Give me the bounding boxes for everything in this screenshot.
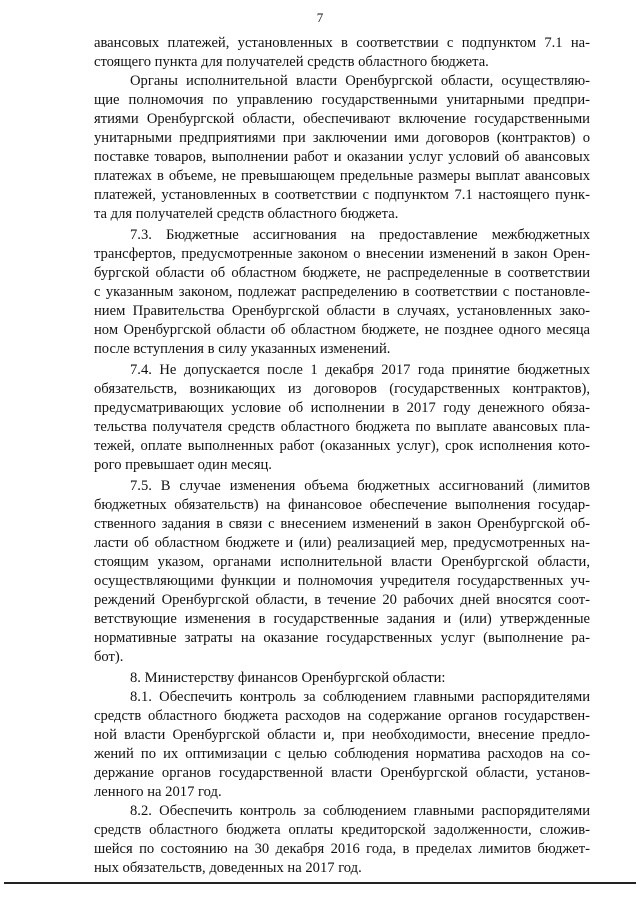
paragraph [94,34,590,72]
text-line: средств областного бюджета расходов на содержание органов государствен- [94,708,590,724]
text-line: ных обязательств, доведенных на 2017 год. [94,860,362,876]
text-line: щие полномочия по управлению государственными унитарными предпри- [94,92,590,108]
paragraph [94,72,590,224]
paragraph [94,361,590,475]
text-line: средств областного бюджета оплаты кредиторской задолженности, сложив- [94,822,590,838]
text-line: стоящего пункта для получателей средств областного бюджета. [94,54,489,70]
text-line: ленного на 2017 год. [94,784,222,800]
text-line: осуществляющими функции и полномочия учредителя государственных уч- [94,573,590,589]
text-line: обязательств, возникающих из договоров (государственных контрактов), [94,381,590,397]
text-line: тежей, оплате выполненных работ (оказанных услуг), срок исполнения кото- [94,438,590,454]
text-line: ной власти Оренбургской области и, при необходимости, внесение предло- [94,727,590,743]
text-line: стоящим указом, органами исполнительной власти Оренбургской области, [94,554,590,570]
text-line: 8. Министерству финансов Оренбургской области: [130,670,446,686]
text-line: ласти об областном бюджете и (или) реализацией мер, предусмотренных на- [94,535,590,551]
page-number: 7 [316,10,324,25]
document-body [94,34,590,878]
text-line: держание органов государственной власти Оренбургской области, установ- [94,765,590,781]
text-line: ственного задания в связи с внесением изменений в закон Оренбургской об- [94,516,590,532]
text-line: шейся по состоянию на 30 декабря 2016 года, в пределах лимитов бюджет- [94,841,590,857]
text-line: жений по их оптимизации с целью соблюдения норматива расходов на со- [94,746,590,762]
text-line: авансовых платежей, установленных в соответствии с подпунктом 7.1 на- [94,35,590,51]
text-line: бургской области об областном бюджете, не распределенные в соответствии [94,265,590,281]
text-line: нормативные затраты на оказание государственных услуг (выполнение ра- [94,630,590,646]
text-line: бот). [94,649,124,665]
text-line: реждений Оренбургской области, в течение 20 рабочих дней вносятся соот- [94,592,590,608]
paragraph [94,477,590,667]
text-line: ном Оренбургской области об областном бюджете, не позднее одного месяца [94,322,590,338]
text-line: ятиями Оренбургской области, обеспечивают включение государственными [94,111,590,127]
text-line: после вступления в силу указанных изменений. [94,341,391,357]
text-line: 7.5. В случае изменения объема бюджетных ассигнований (лимитов [130,478,590,494]
text-line: трансфертов, предусмотренные законом о внесении изменений в закон Орен- [94,246,590,262]
bottom-border-line [4,882,636,884]
text-line: та для получателей средств областного бюджета. [94,206,399,222]
paragraph [94,669,590,688]
text-line: тельства получателя средств областного бюджета по выплате авансовых пла- [94,419,590,435]
paragraph [94,226,590,359]
text-line: ветствующие изменения в государственные задания и (или) утвержденные [94,611,590,627]
text-line: 7.3. Бюджетные ассигнования на предоставление межбюджетных [130,227,590,243]
text-line: предусматривающих условие об исполнении в 2017 году денежного обяза- [94,400,590,416]
text-line: бюджетных обязательств) на финансовое обеспечение выполнения государ- [94,497,590,513]
paragraph [94,802,590,878]
text-line: 8.1. Обеспечить контроль за соблюдением главными распорядителями [130,689,590,705]
text-line: поставке товаров, выполнении работ и оказании услуг условий об авансовых [94,149,590,165]
paragraph [94,688,590,802]
text-line: нием Правительства Оренбургской области в случаях, установленных зако- [94,303,590,319]
text-line: платежей, установленных в соответствии с подпунктом 7.1 настоящего пунк- [94,187,590,203]
text-line: Органы исполнительной власти Оренбургской области, осуществляю- [130,73,590,89]
text-line: рого превышает один месяц. [94,457,272,473]
text-line: с указанным законом, подлежат распределению в соответствии с постановле- [94,284,590,300]
text-line: платежах в объеме, не превышающем предельные размеры выплат авансовых [94,168,590,184]
text-line: 7.4. Не допускается после 1 декабря 2017 года принятие бюджетных [130,362,590,378]
text-line: унитарными предприятиями при заключении ими договоров (контрактов) о [94,130,590,146]
text-line: 8.2. Обеспечить контроль за соблюдением главными распорядителями [130,803,590,819]
